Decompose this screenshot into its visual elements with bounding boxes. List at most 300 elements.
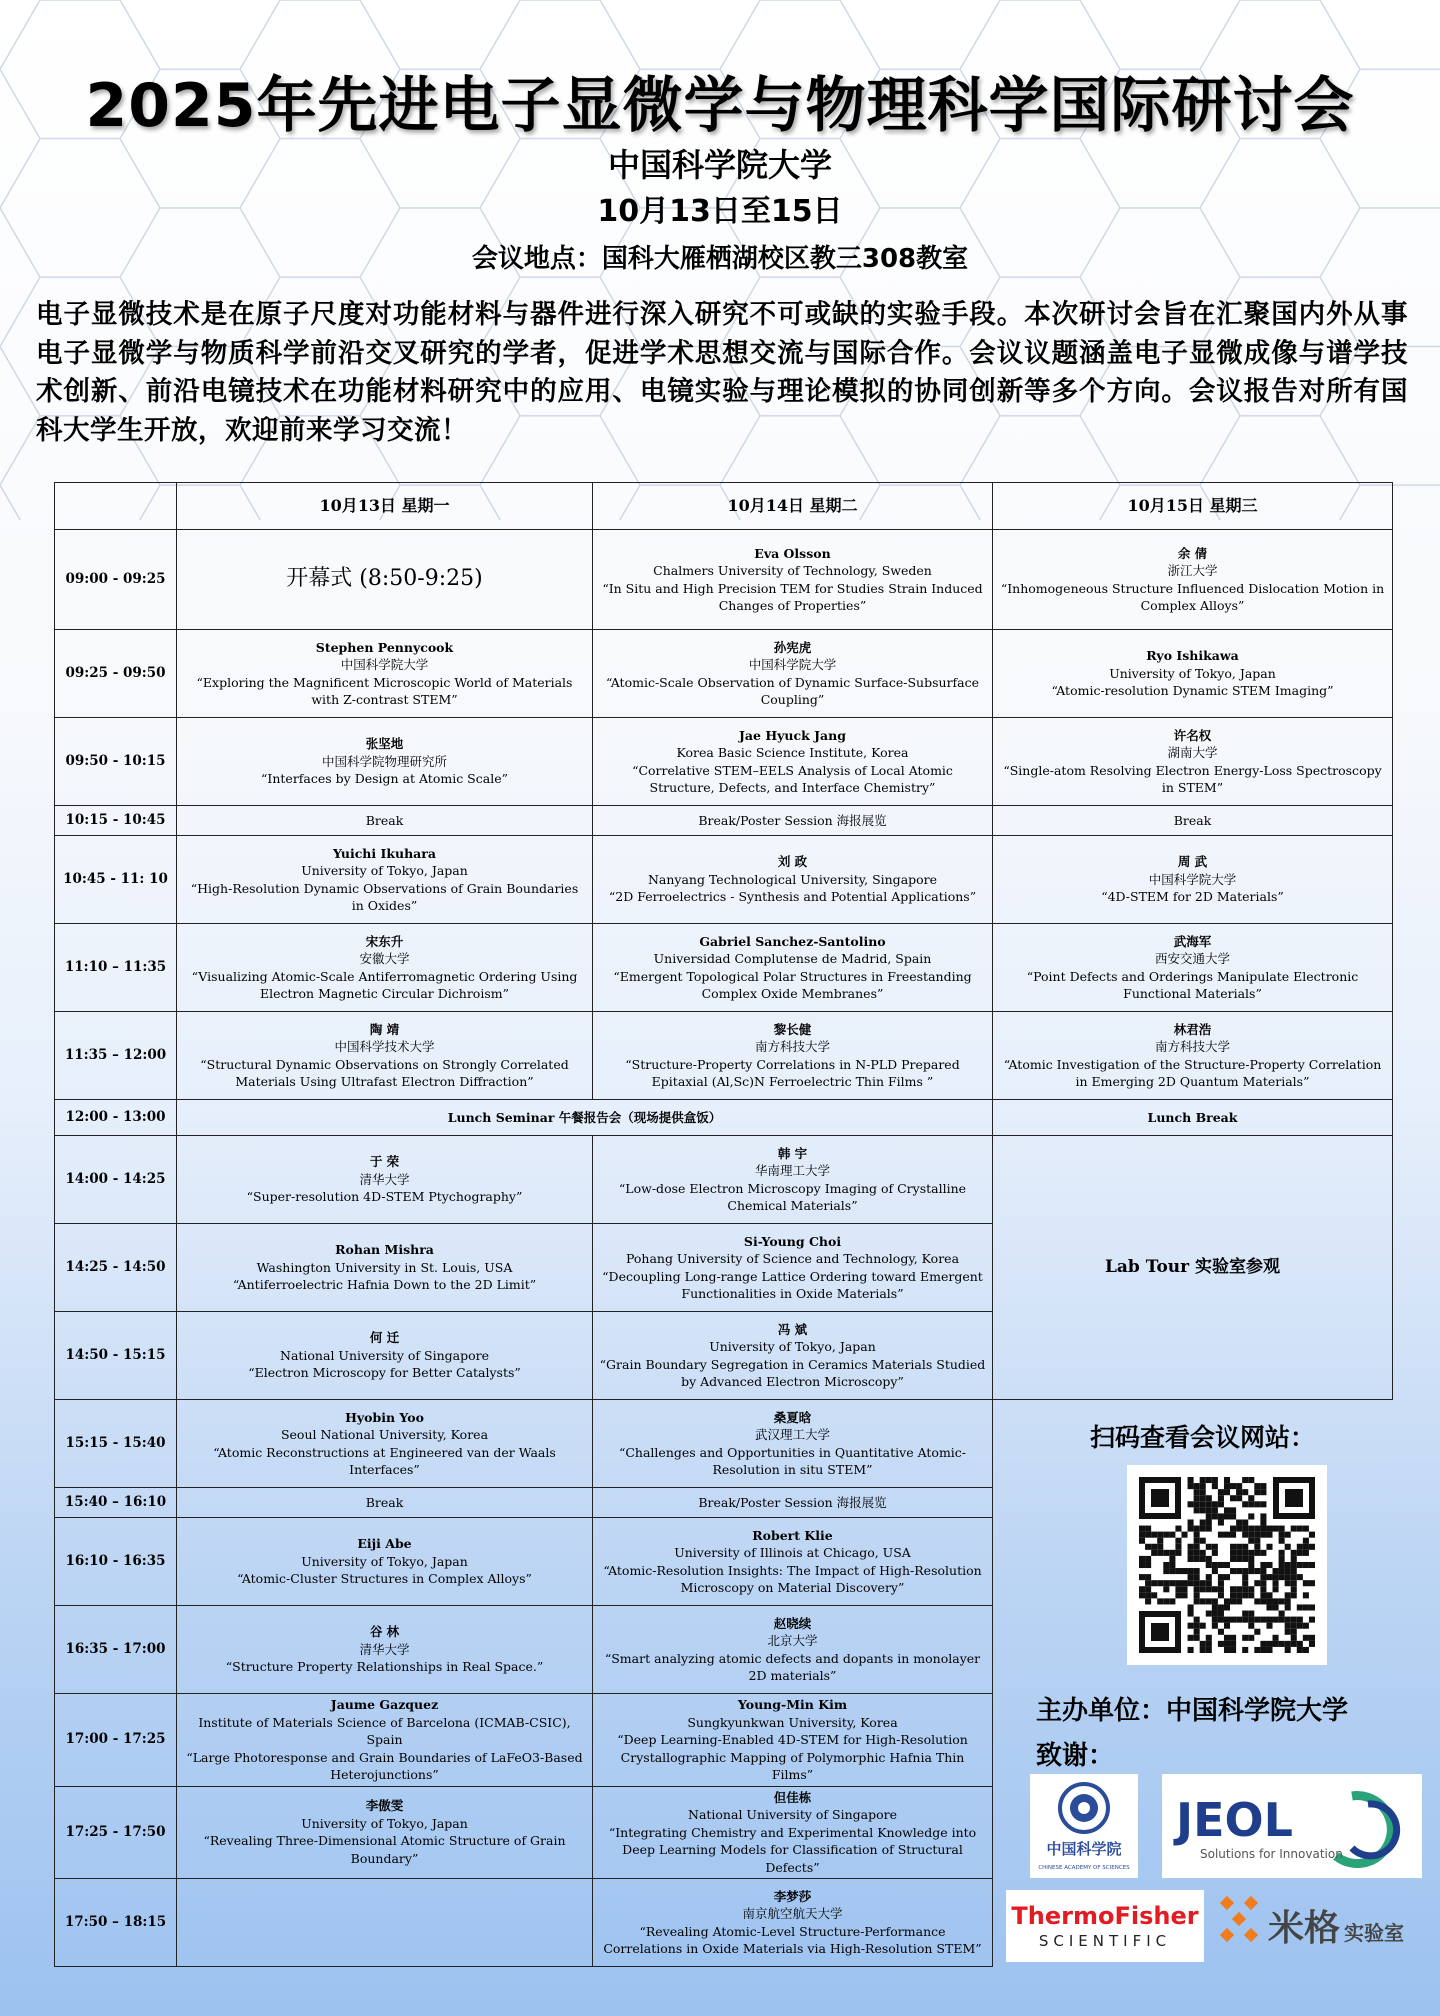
qr-module (1175, 1544, 1181, 1550)
speaker-name: 何 迁 (369, 1330, 400, 1346)
qr-module (1206, 1635, 1212, 1641)
session-cell (593, 1786, 993, 1879)
session-cell (993, 718, 1393, 806)
speaker-affiliation: Chalmers University of Technology, Sweden (653, 563, 932, 578)
session-cell (177, 1879, 593, 1967)
qr-module (1194, 1586, 1200, 1592)
qr-module (1285, 1580, 1291, 1586)
session-cell (993, 924, 1393, 1012)
qr-module (1285, 1617, 1291, 1623)
mige-logo-suffix: 实验室 (1344, 1921, 1404, 1945)
speaker-name: Ryo Ishikawa (1146, 648, 1239, 664)
time-slot: 09:25 - 09:50 (55, 630, 177, 718)
qr-module (1279, 1598, 1285, 1604)
jeol-logo (1162, 1774, 1422, 1878)
qr-module (1224, 1604, 1230, 1610)
session-cell (593, 1488, 993, 1518)
qr-module (1145, 1562, 1151, 1568)
qr-module (1163, 1568, 1169, 1574)
speaker-name: Robert Klie (752, 1527, 833, 1543)
qr-module (1169, 1532, 1175, 1538)
time-slot: 17:25 - 17:50 (55, 1786, 177, 1879)
speaker-affiliation: 清华大学 (359, 1641, 410, 1657)
qr-module (1260, 1526, 1266, 1532)
qr-module (1139, 1532, 1145, 1538)
qr-module (1175, 1592, 1181, 1598)
qr-module (1188, 1635, 1194, 1641)
qr-module (1285, 1532, 1291, 1538)
qr-module (1242, 1550, 1248, 1556)
conference-dates: 10月13日至15日 (597, 194, 843, 229)
qr-module (1212, 1550, 1218, 1556)
qr-module (1230, 1526, 1236, 1532)
qr-module (1145, 1580, 1151, 1586)
session-cell (177, 1400, 593, 1488)
speaker-name: 孙宪虎 (773, 639, 812, 655)
qr-module (1260, 1647, 1266, 1653)
talk-title: “Exploring the Magnificent Microscopic World of Materials with Z-contrast STEM” (196, 674, 573, 707)
qr-module (1273, 1526, 1279, 1532)
qr-module (1254, 1489, 1260, 1495)
qr-module (1224, 1635, 1230, 1641)
qr-module (1230, 1513, 1236, 1519)
qr-module (1309, 1562, 1315, 1568)
qr-module (1260, 1550, 1266, 1556)
qr-module (1139, 1586, 1145, 1592)
speaker-name: 李梦莎 (773, 1888, 812, 1904)
qr-module (1297, 1647, 1303, 1653)
time-slot: 14:25 - 14:50 (55, 1224, 177, 1312)
thermofisher-logo (1006, 1890, 1204, 1962)
qr-module (1163, 1562, 1169, 1568)
qr-module (1260, 1592, 1266, 1598)
qr-module (1218, 1641, 1224, 1647)
qr-module (1273, 1580, 1279, 1586)
qr-module (1145, 1544, 1151, 1550)
qr-module (1236, 1556, 1242, 1562)
qr-module (1248, 1501, 1254, 1507)
qr-module (1188, 1544, 1194, 1550)
qr-module (1194, 1617, 1200, 1623)
session-cell (593, 1400, 993, 1488)
qr-module (1266, 1598, 1272, 1604)
qr-module (1212, 1477, 1218, 1483)
talk-title: “Atomic Reconstructions at Engineered van der Waals Interfaces” (213, 1444, 556, 1477)
talk-title: “Structure-Property Correlations in N-PLD Prepared Epitaxial (Al,Sc)N Ferroelectric Thin Films ” (625, 1056, 960, 1089)
qr-module (1248, 1592, 1254, 1598)
schedule-row (55, 718, 1393, 806)
talk-title: “Structure Property Relationships in Real Space.” (225, 1659, 544, 1675)
page-title: 2025年先进电子显微学与物理科学国际研讨会 (85, 71, 1355, 141)
day-header: 10月15日 星期三 (993, 483, 1393, 530)
qr-module (1248, 1568, 1254, 1574)
qr-module (1194, 1592, 1200, 1598)
break-label: Break (365, 1494, 404, 1510)
qr-module (1200, 1598, 1206, 1604)
speaker-name: 刘 政 (777, 854, 808, 870)
session-cell (593, 630, 993, 718)
qr-module (1194, 1556, 1200, 1562)
qr-module (1200, 1586, 1206, 1592)
qr-module (1285, 1629, 1291, 1635)
session-cell (993, 530, 1393, 630)
opening-ceremony: 开幕式 (8:50-9:25) (286, 565, 483, 591)
speaker-name: Rohan Mishra (335, 1242, 434, 1258)
talk-title: “In Situ and High Precision TEM for Studies Strain Induced Changes of Properties” (602, 580, 983, 613)
qr-label: 扫码查看会议网站： (1090, 1423, 1316, 1452)
qr-module (1303, 1544, 1309, 1550)
qr-module (1266, 1544, 1272, 1550)
qr-module (1236, 1586, 1242, 1592)
qr-module (1200, 1623, 1206, 1629)
qr-module (1181, 1568, 1187, 1574)
qr-module (1242, 1544, 1248, 1550)
schedule-row (55, 530, 1393, 630)
qr-module (1206, 1647, 1212, 1653)
qr-module (1303, 1647, 1309, 1653)
qr-module (1260, 1532, 1266, 1538)
qr-module (1218, 1501, 1224, 1507)
talk-title: “Emergent Topological Polar Structures in Freestanding Complex Oxide Membranes” (613, 968, 972, 1001)
qr-module (1230, 1592, 1236, 1598)
qr-module (1206, 1526, 1212, 1532)
qr-module (1151, 1544, 1157, 1550)
session-cell (177, 1012, 593, 1100)
schedule-row (55, 1012, 1393, 1100)
talk-title: “Large Photoresponse and Grain Boundaries of LaFeO3-Based Heterojunctions” (186, 1749, 583, 1782)
qr-module (1291, 1623, 1297, 1629)
qr-module (1194, 1598, 1200, 1604)
speaker-affiliation: 浙江大学 (1167, 563, 1218, 578)
qr-module (1242, 1532, 1248, 1538)
qr-module (1188, 1604, 1194, 1610)
jeol-logo-tagline: Solutions for Innovation (1200, 1847, 1343, 1861)
qr-module (1230, 1568, 1236, 1574)
qr-module (1194, 1544, 1200, 1550)
session-cell (177, 1694, 593, 1787)
speaker-affiliation: Pohang University of Science and Technology, Korea (625, 1251, 960, 1266)
session-cell (593, 1312, 993, 1400)
session-cell (177, 1786, 593, 1879)
schedule-table (54, 482, 1393, 1967)
qr-module (1206, 1544, 1212, 1550)
qr-code[interactable] (1127, 1465, 1327, 1665)
qr-module (1218, 1617, 1224, 1623)
qr-module (1279, 1617, 1285, 1623)
qr-module (1151, 1592, 1157, 1598)
qr-module (1273, 1574, 1279, 1580)
session-cell (177, 1224, 593, 1312)
qr-module (1266, 1641, 1272, 1647)
qr-module (1224, 1532, 1230, 1538)
qr-module (1285, 1562, 1291, 1568)
time-slot: 15:40 – 16:10 (55, 1488, 177, 1518)
qr-module (1200, 1483, 1206, 1489)
talk-title: “2D Ferroelectrics - Synthesis and Potential Applications” (608, 889, 977, 905)
qr-module (1206, 1580, 1212, 1586)
speaker-name: Jae Hyuck Jang (739, 727, 846, 743)
qr-module (1218, 1592, 1224, 1598)
qr-module (1224, 1598, 1230, 1604)
time-slot: 09:00 - 09:25 (55, 530, 177, 630)
qr-module (1145, 1586, 1151, 1592)
schedule-row (55, 836, 1393, 924)
qr-module (1297, 1604, 1303, 1610)
qr-module (1175, 1580, 1181, 1586)
time-slot: 11:10 – 11:35 (55, 924, 177, 1012)
qr-module (1194, 1538, 1200, 1544)
talk-title: “Atomic-Scale Observation of Dynamic Surface-Subsurface Coupling” (605, 674, 980, 707)
qr-module (1248, 1562, 1254, 1568)
qr-module (1254, 1544, 1260, 1550)
schedule-row (55, 1136, 1393, 1224)
session-cell (993, 836, 1393, 924)
qr-module (1200, 1501, 1206, 1507)
schedule-row (55, 1100, 1393, 1136)
qr-module (1266, 1604, 1272, 1610)
qr-module (1218, 1489, 1224, 1495)
qr-module (1297, 1550, 1303, 1556)
qr-module (1309, 1580, 1315, 1586)
time-slot: 16:35 - 17:00 (55, 1606, 177, 1694)
qr-module (1169, 1568, 1175, 1574)
qr-module (1224, 1562, 1230, 1568)
qr-module (1175, 1526, 1181, 1532)
venue: 会议地点：国科大雁栖湖校区教三308教室 (471, 244, 969, 274)
session-cell (177, 530, 593, 630)
time-slot: 14:00 - 14:25 (55, 1136, 177, 1224)
qr-module (1151, 1580, 1157, 1586)
talk-title: “Atomic-Resolution Insights: The Impact of High-Resolution Microscopy on Material Discovery” (603, 1562, 982, 1595)
time-slot: 10:45 - 11: 10 (55, 836, 177, 924)
qr-module (1297, 1617, 1303, 1623)
qr-module (1194, 1580, 1200, 1586)
session-cell (177, 718, 593, 806)
qr-module (1248, 1635, 1254, 1641)
qr-module (1181, 1586, 1187, 1592)
qr-module (1200, 1519, 1206, 1525)
qr-module (1285, 1544, 1291, 1550)
qr-module (1194, 1526, 1200, 1532)
qr-module (1206, 1501, 1212, 1507)
qr-module (1224, 1483, 1230, 1489)
qr-module (1230, 1617, 1236, 1623)
talk-title: “Decoupling Long-range Lattice Ordering toward Emergent Functionalities in Oxide Materials” (602, 1268, 983, 1301)
qr-module (1236, 1495, 1242, 1501)
qr-module (1248, 1532, 1254, 1538)
qr-module (1242, 1617, 1248, 1623)
qr-module (1218, 1495, 1224, 1501)
qr-module (1285, 1574, 1291, 1580)
qr-module (1194, 1489, 1200, 1495)
qr-module (1206, 1611, 1212, 1617)
talk-title: “Challenges and Opportunities in Quantitative Atomic-Resolution in situ STEM” (618, 1444, 967, 1477)
session-cell (177, 1488, 593, 1518)
qr-module (1218, 1611, 1224, 1617)
qr-module (1224, 1477, 1230, 1483)
qr-module (1181, 1580, 1187, 1586)
speaker-name: 武海军 (1173, 933, 1212, 949)
speaker-name: 周 武 (1177, 854, 1208, 870)
qr-module (1188, 1556, 1194, 1562)
session-cell (593, 1012, 993, 1100)
session-cell (593, 718, 993, 806)
session-cell (593, 1879, 993, 1967)
session-cell (177, 1136, 593, 1224)
qr-module (1224, 1574, 1230, 1580)
qr-module (1188, 1526, 1194, 1532)
qr-module (1273, 1586, 1279, 1592)
qr-module (1194, 1568, 1200, 1574)
speaker-name: 桑夏晗 (773, 1409, 812, 1425)
qr-module (1248, 1550, 1254, 1556)
speaker-name: Gabriel Sanchez-Santolino (699, 933, 886, 949)
qr-module (1242, 1526, 1248, 1532)
qr-module (1236, 1592, 1242, 1598)
speaker-affiliation: University of Tokyo, Japan (1109, 665, 1276, 681)
speaker-name: 黎长健 (773, 1021, 812, 1037)
speaker-affiliation: 南京航空航天大学 (742, 1906, 843, 1921)
qr-module (1163, 1586, 1169, 1592)
qr-module (1260, 1617, 1266, 1623)
qr-module (1169, 1580, 1175, 1586)
talk-title: “Atomic-Cluster Structures in Complex Alloys” (237, 1571, 532, 1587)
qr-module (1266, 1617, 1272, 1623)
speaker-affiliation: Washington University in St. Louis, USA (256, 1259, 513, 1275)
qr-module (1291, 1526, 1297, 1532)
break-label: Break/Poster Session 海报展览 (698, 1494, 887, 1510)
speaker-name: Si-Young Choi (743, 1233, 842, 1249)
qr-module (1157, 1544, 1163, 1550)
qr-module (1242, 1574, 1248, 1580)
qr-module (1297, 1562, 1303, 1568)
time-slot: 17:50 – 18:15 (55, 1879, 177, 1967)
time-slot: 16:10 - 16:35 (55, 1518, 177, 1606)
qr-module (1188, 1550, 1194, 1556)
speaker-affiliation: 西安交通大学 (1154, 951, 1230, 966)
qr-module (1230, 1556, 1236, 1562)
qr-module (1291, 1592, 1297, 1598)
talk-title: “Interfaces by Design at Atomic Scale” (261, 771, 508, 787)
qr-module (1297, 1544, 1303, 1550)
speaker-name: 林君浩 (1173, 1021, 1212, 1037)
qr-module (1218, 1586, 1224, 1592)
talk-title: “High-Resolution Dynamic Observations of Grain Boundaries in Oxides” (190, 880, 579, 913)
qr-module (1194, 1574, 1200, 1580)
qr-module (1254, 1617, 1260, 1623)
qr-module (1139, 1526, 1145, 1532)
thermofisher-logo-line1: ThermoFisher (1011, 1902, 1199, 1930)
qr-module (1175, 1538, 1181, 1544)
speaker-affiliation: 湖南大学 (1167, 745, 1218, 760)
qr-module (1303, 1635, 1309, 1641)
qr-module (1139, 1562, 1145, 1568)
qr-module (1236, 1519, 1242, 1525)
session-cell (593, 530, 993, 630)
qr-module (1303, 1526, 1309, 1532)
qr-module (1236, 1489, 1242, 1495)
qr-module (1309, 1617, 1315, 1623)
qr-module (1212, 1568, 1218, 1574)
qr-module (1230, 1532, 1236, 1538)
qr-module (1206, 1641, 1212, 1647)
qr-module (1157, 1532, 1163, 1538)
speaker-name: 但佳栋 (773, 1789, 812, 1805)
speaker-affiliation: University of Tokyo, Japan (301, 1553, 468, 1569)
qr-module (1188, 1501, 1194, 1507)
qr-module (1224, 1647, 1230, 1653)
qr-module (1266, 1574, 1272, 1580)
qr-module (1194, 1483, 1200, 1489)
speaker-affiliation: 安徽大学 (359, 951, 410, 966)
header-time-cell (55, 483, 177, 530)
qr-module (1309, 1641, 1315, 1647)
speaker-affiliation: 中国科学院物理研究所 (321, 753, 447, 769)
qr-module (1260, 1489, 1266, 1495)
qr-module (1194, 1635, 1200, 1641)
schedule-row (55, 924, 1393, 1012)
qr-module (1145, 1598, 1151, 1604)
qr-module (1224, 1617, 1230, 1623)
qr-module (1212, 1562, 1218, 1568)
qr-module (1266, 1532, 1272, 1538)
qr-module (1273, 1635, 1279, 1641)
qr-module (1200, 1580, 1206, 1586)
break-label: Lunch Break (1147, 1109, 1238, 1125)
speaker-affiliation: 中国科学院大学 (1148, 871, 1237, 887)
talk-title: “Atomic Investigation of the Structure-Property Correlation in Emerging 2D Quantum Materials” (1003, 1056, 1382, 1089)
qr-module (1248, 1513, 1254, 1519)
qr-module (1260, 1568, 1266, 1574)
session-cell (177, 1606, 593, 1694)
session-cell (593, 1224, 993, 1312)
qr-module (1145, 1574, 1151, 1580)
qr-module (1273, 1568, 1279, 1574)
qr-module (1194, 1532, 1200, 1538)
qr-module (1200, 1477, 1206, 1483)
qr-module (1254, 1568, 1260, 1574)
qr-module (1285, 1623, 1291, 1629)
speaker-affiliation: University of Tokyo, Japan (301, 1815, 468, 1831)
qr-module (1200, 1526, 1206, 1532)
qr-module (1206, 1574, 1212, 1580)
qr-module (1291, 1562, 1297, 1568)
day-header: 10月14日 星期二 (593, 483, 993, 530)
qr-module (1163, 1550, 1169, 1556)
day-header: 10月13日 星期一 (177, 483, 593, 530)
time-slot: 17:00 - 17:25 (55, 1694, 177, 1787)
speaker-affiliation: 南方科技大学 (754, 1039, 830, 1054)
qr-module (1303, 1550, 1309, 1556)
qr-module (1254, 1501, 1260, 1507)
qr-module (1230, 1586, 1236, 1592)
qr-module (1139, 1538, 1145, 1544)
qr-module (1248, 1526, 1254, 1532)
qr-module (1157, 1598, 1163, 1604)
talk-title: “Point Defects and Orderings Manipulate Electronic Functional Materials” (1026, 968, 1359, 1001)
qr-module (1242, 1568, 1248, 1574)
qr-module (1188, 1568, 1194, 1574)
qr-module (1218, 1513, 1224, 1519)
qr-module (1291, 1586, 1297, 1592)
qr-module (1212, 1623, 1218, 1629)
qr-module (1303, 1580, 1309, 1586)
speaker-affiliation: Institute of Materials Science of Barcelona (ICMAB-CSIC), Spain (198, 1714, 571, 1747)
qr-module (1260, 1641, 1266, 1647)
qr-module (1169, 1562, 1175, 1568)
qr-module (1188, 1611, 1194, 1617)
speaker-affiliation: Universidad Complutense de Madrid, Spain (653, 951, 932, 966)
